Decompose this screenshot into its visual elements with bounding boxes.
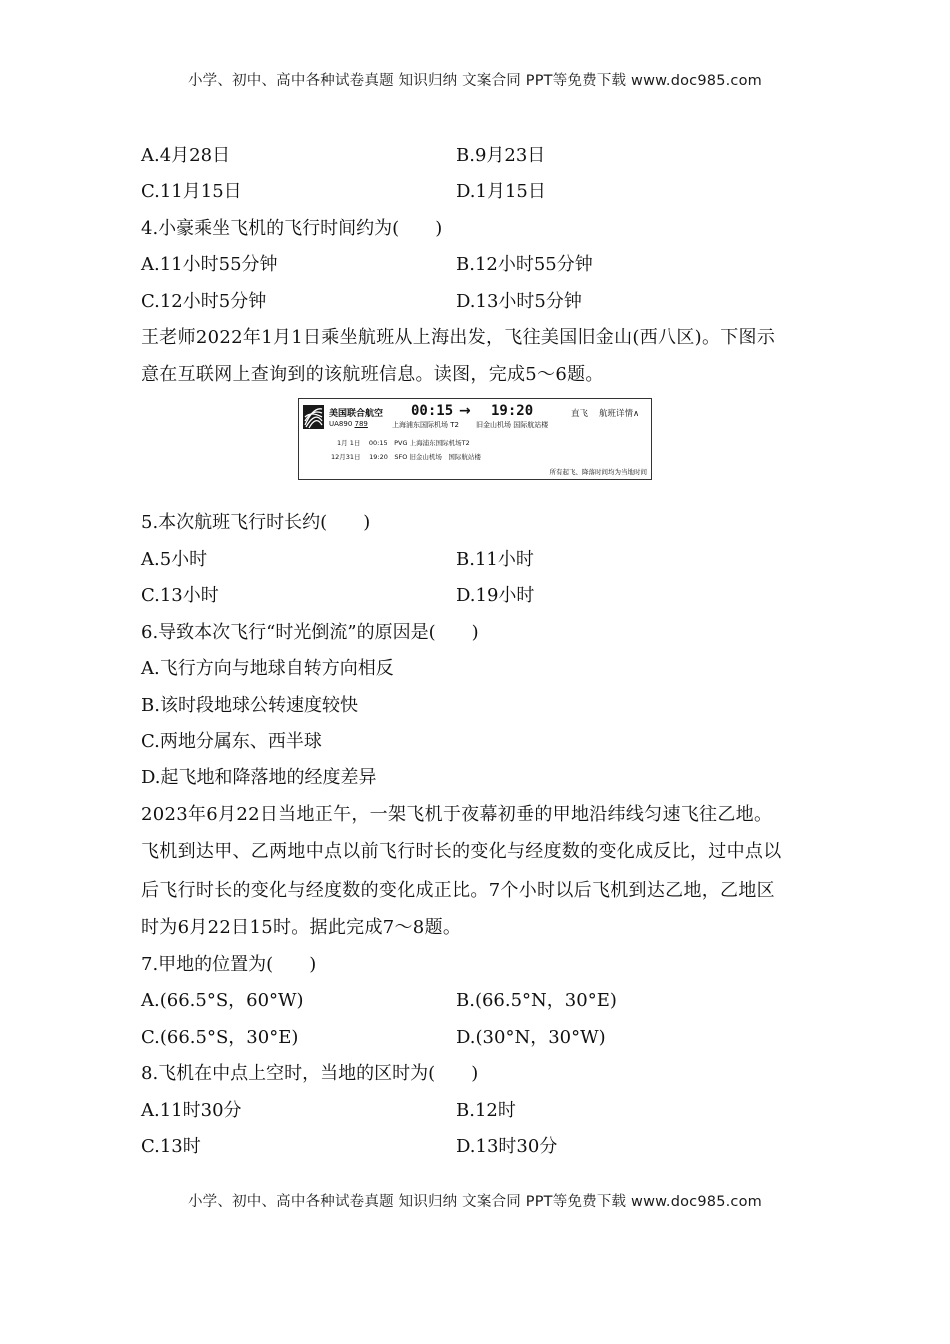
local-time-note: 所有起飞、降落时间均为当地时间	[549, 468, 647, 476]
q6-stem: 6.导致本次飞行“时光倒流”的原因是( )	[141, 622, 479, 643]
q5-option-b: B.11小时	[456, 549, 534, 570]
q5-option-c: C.13小时	[141, 585, 219, 606]
intro-7-8-line2: 飞机到达甲、乙两地中点以前飞行时长的变化与经度数的变化成反比，过中点以	[141, 841, 782, 862]
page-header: 小学、初中、高中各种试卷真题 知识归纳 文案合同 PPT等免费下载 www.doc985.com	[187, 73, 763, 89]
q7-option-d: D.(30°N，30°W)	[456, 1027, 606, 1048]
airline-name: 美国联合航空	[329, 409, 384, 419]
q4-option-b: B.12小时55分钟	[456, 254, 593, 275]
q6-option-d: D.起飞地和降落地的经度差异	[141, 767, 377, 788]
q7-option-b: B.(66.5°N，30°E)	[456, 990, 617, 1011]
flight-info-figure	[298, 398, 652, 480]
intro-5-6-line1: 王老师2022年1月1日乘坐航班从上海出发，飞往美国旧金山(西八区)。下图示	[141, 327, 776, 348]
arrow-right-icon: →	[459, 403, 471, 419]
q7-option-a: A.(66.5°S，60°W)	[141, 990, 304, 1011]
q5-option-a: A.5小时	[141, 549, 208, 570]
q6-option-b: B.该时段地球公转速度较快	[141, 695, 358, 716]
q5-option-d: D.19小时	[456, 585, 535, 606]
q3-option-d: D.1月15日	[456, 181, 546, 202]
q8-option-c: C.13时	[141, 1136, 201, 1157]
page-footer: 小学、初中、高中各种试卷真题 知识归纳 文案合同 PPT等免费下载 www.doc985.com	[187, 1194, 763, 1210]
q5-stem: 5.本次航班飞行时长约( )	[141, 512, 371, 533]
q7-option-c: C.(66.5°S，30°E)	[141, 1027, 299, 1048]
q8-option-d: D.13时30分	[456, 1136, 558, 1157]
q6-option-a: A.飞行方向与地球自转方向相反	[141, 658, 394, 679]
arrival-airport: 旧金山机场 国际航站楼	[476, 421, 549, 429]
intro-5-6-line2: 意在互联网上查询到的该航班信息。读图，完成5～6题。	[141, 364, 604, 385]
airline-globe-logo-icon	[303, 405, 324, 429]
flight-code	[329, 420, 368, 428]
q6-option-c: C.两地分属东、西半球	[141, 731, 322, 752]
q3-option-c: C.11月15日	[141, 181, 242, 202]
intro-7-8-line4: 时为6月22日15时。据此完成7～8题。	[141, 917, 462, 938]
departure-detail-row: 1月 1日 00:15 PVG 上海浦东国际机场T2	[337, 439, 470, 447]
q4-stem: 4.小豪乘坐飞机的飞行时间约为( )	[141, 218, 443, 239]
flight-number: UA890	[329, 420, 353, 428]
q8-stem: 8.飞机在中点上空时，当地的区时为( )	[141, 1063, 479, 1084]
q8-option-a: A.11时30分	[141, 1100, 242, 1121]
departure-time: 00:15	[411, 403, 454, 419]
intro-7-8-line1: 2023年6月22日当地正午，一架飞机于夜幕初垂的甲地沿纬线匀速飞往乙地。	[141, 804, 773, 825]
departure-airport: 上海浦东国际机场 T2	[392, 421, 459, 429]
q4-option-c: C.12小时5分钟	[141, 291, 267, 312]
flight-details-link[interactable]: 航班详情∧	[599, 409, 640, 419]
q7-stem: 7.甲地的位置为( )	[141, 954, 317, 975]
q3-option-a: A.4月28日	[141, 145, 231, 166]
q3-option-b: B.9月23日	[456, 145, 546, 166]
flight-code-extra: 789	[354, 420, 368, 428]
q4-option-d: D.13小时5分钟	[456, 291, 582, 312]
flight-type: 直飞	[571, 409, 589, 419]
arrival-time: 19:20	[491, 403, 534, 419]
q4-option-a: A.11小时55分钟	[141, 254, 278, 275]
arrival-detail-row: 12月31日 19:20 SFO 旧金山机场 国际航站楼	[331, 453, 481, 461]
intro-7-8-line3: 后飞行时长的变化与经度数的变化成正比。7个小时以后飞机到达乙地，乙地区	[141, 880, 775, 901]
q8-option-b: B.12时	[456, 1100, 516, 1121]
